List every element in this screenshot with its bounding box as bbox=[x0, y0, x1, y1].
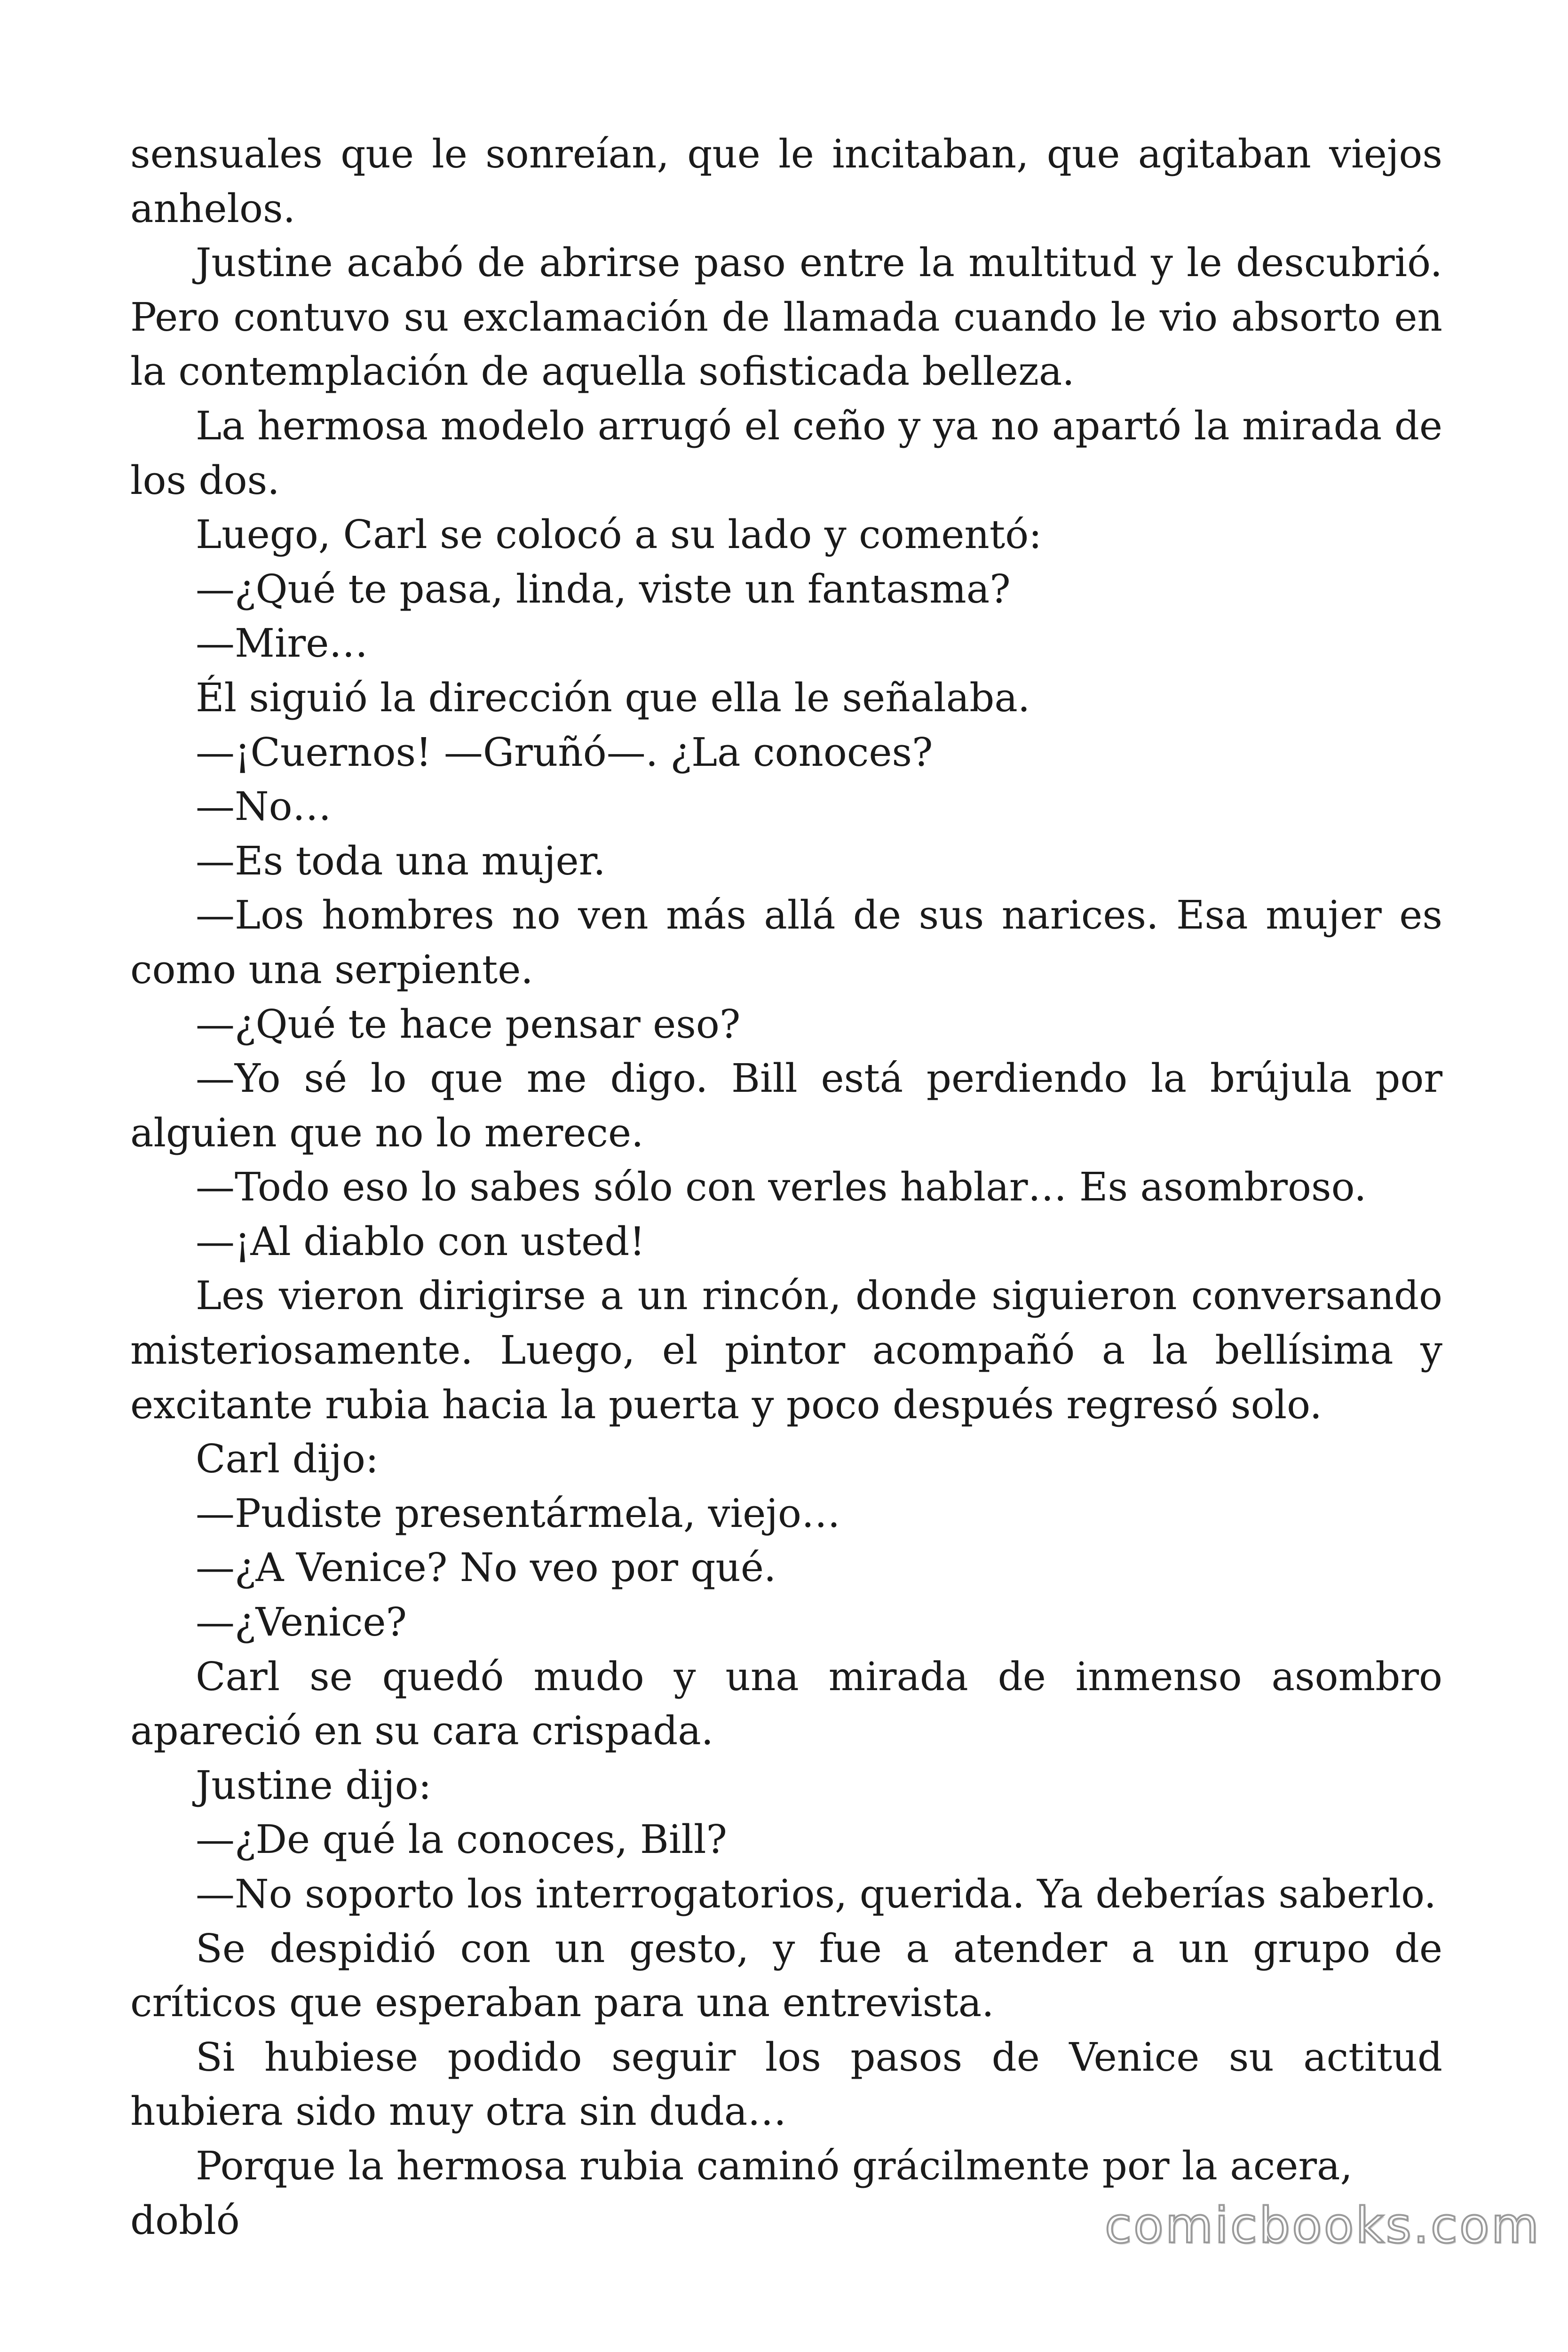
paragraph: Justine acabó de abrirse paso entre la multitud y le descubrió. Pero contuvo su exclamación de llamada cuando le vio absorto en la contemplación de aquella sofisticada belleza. bbox=[130, 240, 1442, 395]
paragraph: —¿Venice? bbox=[196, 1599, 407, 1645]
paragraph: sensuales que le sonreían, que le incitaban, que agitaban viejos anhelos. bbox=[130, 131, 1442, 231]
page-body bbox=[130, 127, 1442, 2248]
paragraph: Carl se quedó mudo y una mirada de inmenso asombro apareció en su cara crispada. bbox=[130, 1653, 1442, 1754]
paragraph: —Todo eso lo sabes sólo con verles hablar… Es asombroso. bbox=[196, 1164, 1367, 1210]
paragraph: Luego, Carl se colocó a su lado y comentó: bbox=[196, 512, 1042, 558]
paragraph: Justine dijo: bbox=[196, 1762, 432, 1808]
paragraph: —¿Qué te pasa, linda, viste un fantasma? bbox=[196, 566, 1011, 612]
paragraph: Se despidió con un gesto, y fue a atender a un grupo de críticos que esperaban para una entrevista. bbox=[130, 1925, 1442, 2026]
paragraph: Porque la hermosa rubia caminó grácilmente por la acera, dobló bbox=[130, 2143, 1353, 2243]
paragraph: La hermosa modelo arrugó el ceño y ya no apartó la mirada de los dos. bbox=[130, 403, 1442, 503]
watermark: comicbooks.com bbox=[1104, 2197, 1541, 2254]
paragraph: Él siguió la dirección que ella le señalaba. bbox=[196, 675, 1030, 721]
paragraph: —¿Qué te hace pensar eso? bbox=[196, 1001, 741, 1047]
paragraph: —¡Al diablo con usted! bbox=[196, 1218, 645, 1264]
paragraph: —Es toda una mujer. bbox=[196, 838, 606, 884]
paragraph: —¿A Venice? No veo por qué. bbox=[196, 1545, 776, 1591]
paragraph: —Mire… bbox=[196, 620, 368, 667]
paragraph: —No soporto los interrogatorios, querida. Ya deberías saberlo. bbox=[196, 1871, 1436, 1917]
paragraph: Carl dijo: bbox=[196, 1436, 379, 1482]
paragraph: —Pudiste presentármela, viejo… bbox=[196, 1490, 840, 1536]
paragraph: —Los hombres no ven más allá de sus narices. Esa mujer es como una serpiente. bbox=[130, 892, 1442, 993]
paragraph: —¿De qué la conoces, Bill? bbox=[196, 1817, 728, 1863]
paragraph: Si hubiese podido seguir los pasos de Venice su actitud hubiera sido muy otra sin duda… bbox=[130, 2034, 1442, 2135]
paragraph: —Yo sé lo que me digo. Bill está perdiendo la brújula por alguien que no lo merece. bbox=[130, 1056, 1442, 1156]
paragraph: —¡Cuernos! —Gruñó—. ¿La conoces? bbox=[196, 729, 933, 775]
paragraph: —No… bbox=[196, 784, 332, 830]
paragraph: Les vieron dirigirse a un rincón, donde siguieron conversando misteriosamente. Luego, el pintor acompañó a la bellísima y excitante rubia hacia la puerta y poco después regresó solo. bbox=[130, 1273, 1442, 1428]
